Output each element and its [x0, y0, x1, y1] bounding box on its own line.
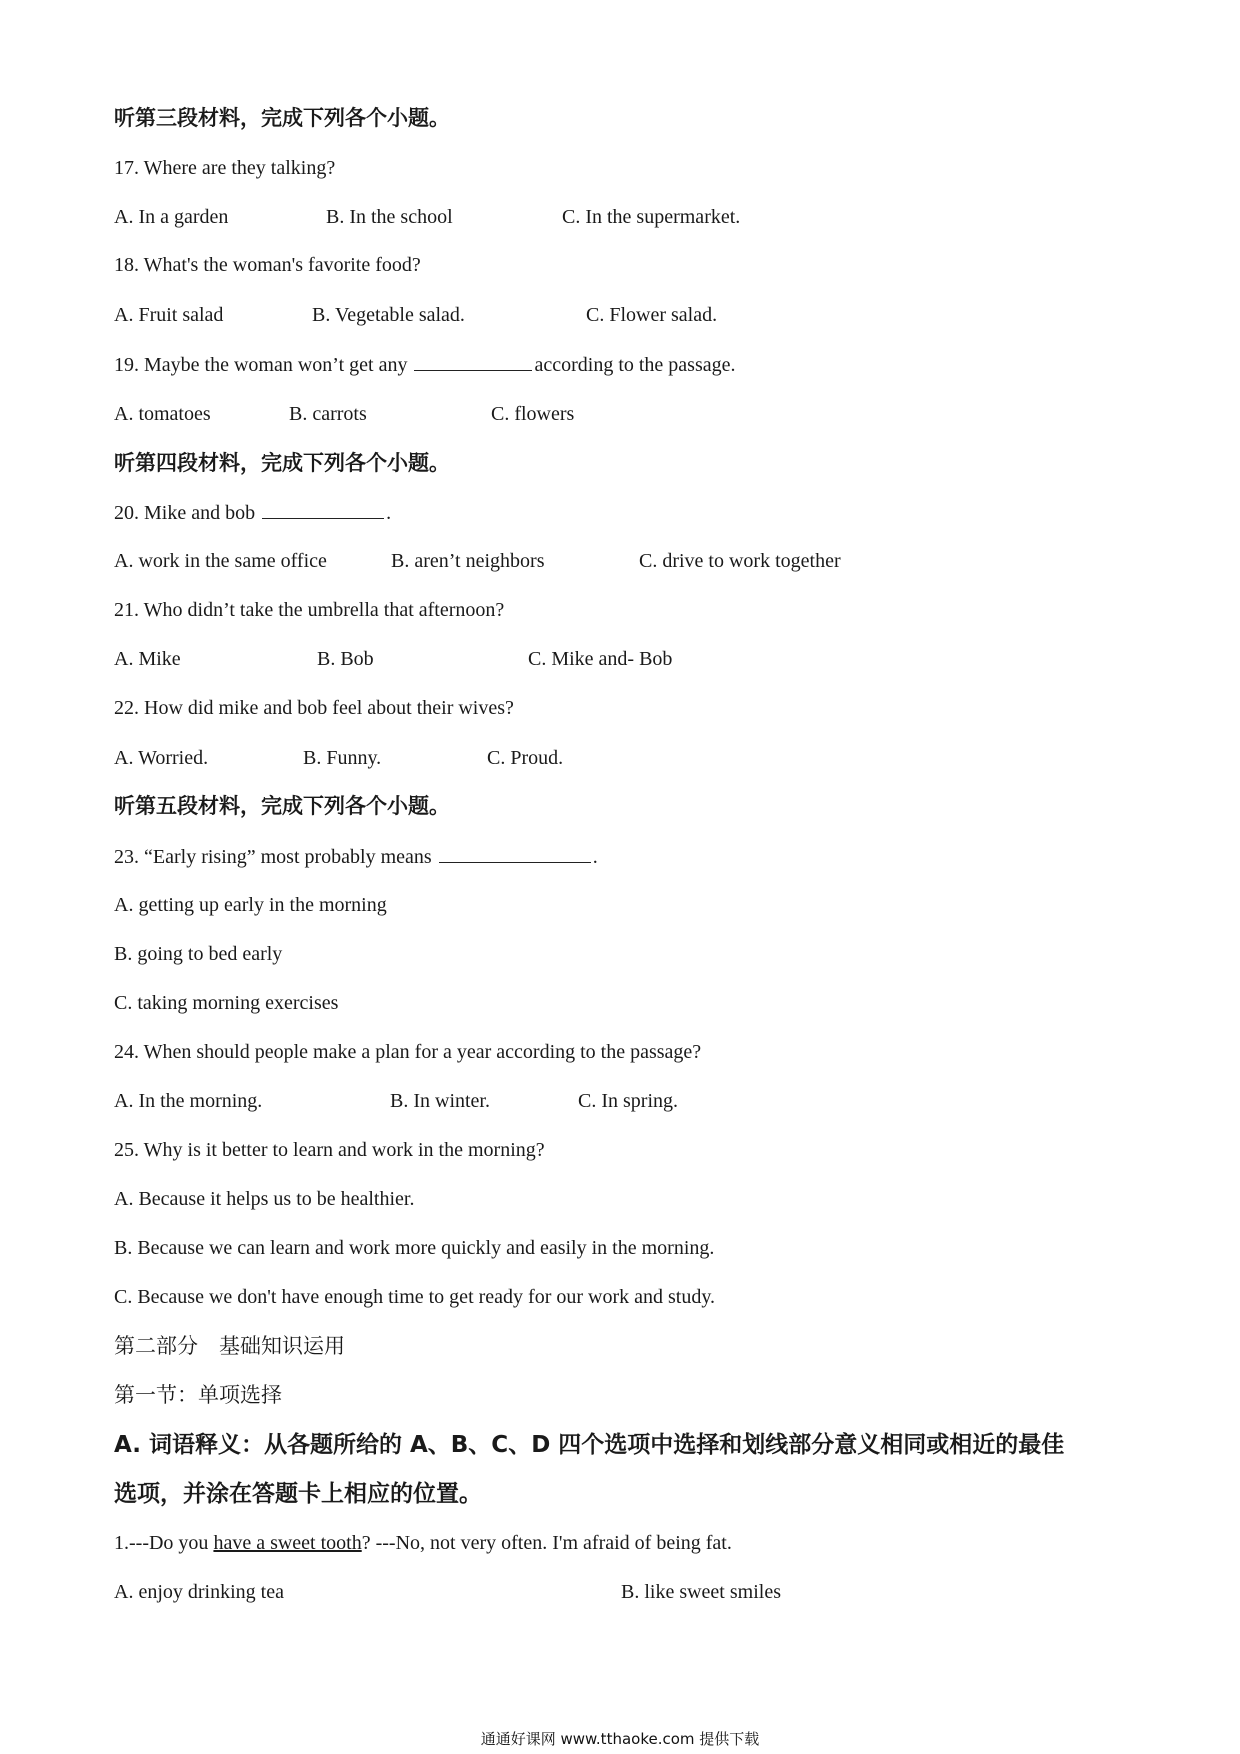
question-19-text-end: according to the passage.	[534, 354, 736, 376]
question-25-option-c: C. Because we don't have enough time to get ready for our work and study.	[114, 1286, 716, 1308]
option-b: B. Vegetable salad.	[312, 304, 465, 326]
option-a: A. Worried.	[114, 747, 209, 769]
option-c: C. Mike and- Bob	[528, 648, 673, 670]
footer-watermark: 通通好课网 www.tthaoke.com 提供下载	[480, 1730, 760, 1748]
option-c: C. flowers	[491, 403, 575, 425]
section-heading-5: 听第五段材料，完成下列各个小题。	[114, 794, 450, 818]
question-24-stem: 24. When should people make a plan for a year according to the passage?	[114, 1041, 702, 1063]
question-1-text-end: ? ---No, not very often. I'm afraid of being fat.	[361, 1532, 732, 1554]
option-c: C. In the supermarket.	[562, 206, 741, 228]
answer-blank	[439, 842, 591, 863]
option-a: A. work in the same office	[114, 550, 327, 572]
question-25-option-a: A. Because it helps us to be healthier.	[114, 1188, 415, 1210]
option-a: A. Mike	[114, 648, 181, 670]
question-23-text-end: .	[592, 846, 598, 868]
question-1-stem	[114, 1529, 732, 1557]
option-b: B. like sweet smiles	[621, 1581, 781, 1603]
question-21-stem: 21. Who didn’t take the umbrella that afternoon?	[114, 599, 505, 621]
answer-blank	[262, 498, 384, 519]
question-18-stem: 18. What's the woman's favorite food?	[114, 254, 421, 276]
option-b: B. carrots	[289, 403, 367, 425]
option-b: B. Funny.	[303, 747, 382, 769]
option-c: C. drive to work together	[639, 550, 841, 572]
instruction-line-1: A. 词语释义：从各题所给的 A、B、C、D 四个选项中选择和划线部分意义相同或相近的最佳	[114, 1432, 1065, 1458]
option-c: C. In spring.	[578, 1090, 678, 1112]
question-25-stem: 25. Why is it better to learn and work in the morning?	[114, 1139, 545, 1161]
option-b: B. In the school	[326, 206, 453, 228]
question-22-stem: 22. How did mike and bob feel about their wives?	[114, 697, 514, 719]
question-19-text: 19. Maybe the woman won’t get any	[114, 354, 408, 376]
question-20-stem	[114, 498, 391, 527]
instruction-line-2: 选项，并涂在答题卡上相应的位置。	[114, 1481, 482, 1507]
option-a: A. Fruit salad	[114, 304, 224, 326]
question-19-stem	[114, 350, 736, 379]
section-title: 第一节：单项选择	[114, 1383, 282, 1407]
option-a: A. In a garden	[114, 206, 229, 228]
question-25-option-b: B. Because we can learn and work more quickly and easily in the morning.	[114, 1237, 715, 1259]
answer-blank	[414, 350, 532, 371]
question-20-text: 20. Mike and bob	[114, 502, 256, 524]
question-23-stem	[114, 842, 598, 871]
option-b: B. aren’t neighbors	[391, 550, 545, 572]
option-a: A. enjoy drinking tea	[114, 1581, 284, 1603]
section-heading-4: 听第四段材料，完成下列各个小题。	[114, 451, 450, 475]
question-23-option-c: C. taking morning exercises	[114, 992, 339, 1014]
section-heading-3: 听第三段材料，完成下列各个小题。	[114, 106, 450, 130]
question-17-stem: 17. Where are they talking?	[114, 157, 336, 179]
option-a: A. tomatoes	[114, 403, 211, 425]
question-23-text: 23. “Early rising” most probably means	[114, 846, 432, 868]
underlined-phrase: have a sweet tooth	[213, 1532, 362, 1554]
option-b: B. In winter.	[390, 1090, 490, 1112]
question-20-text-end: .	[386, 502, 392, 524]
option-a: A. In the morning.	[114, 1090, 263, 1112]
question-23-option-a: A. getting up early in the morning	[114, 894, 387, 916]
question-23-option-b: B. going to bed early	[114, 943, 283, 965]
question-1-text: 1.---Do you	[114, 1532, 214, 1554]
option-b: B. Bob	[317, 648, 374, 670]
option-c: C. Flower salad.	[586, 304, 718, 326]
part-title: 第二部分 基础知识运用	[114, 1334, 345, 1358]
option-c: C. Proud.	[487, 747, 564, 769]
